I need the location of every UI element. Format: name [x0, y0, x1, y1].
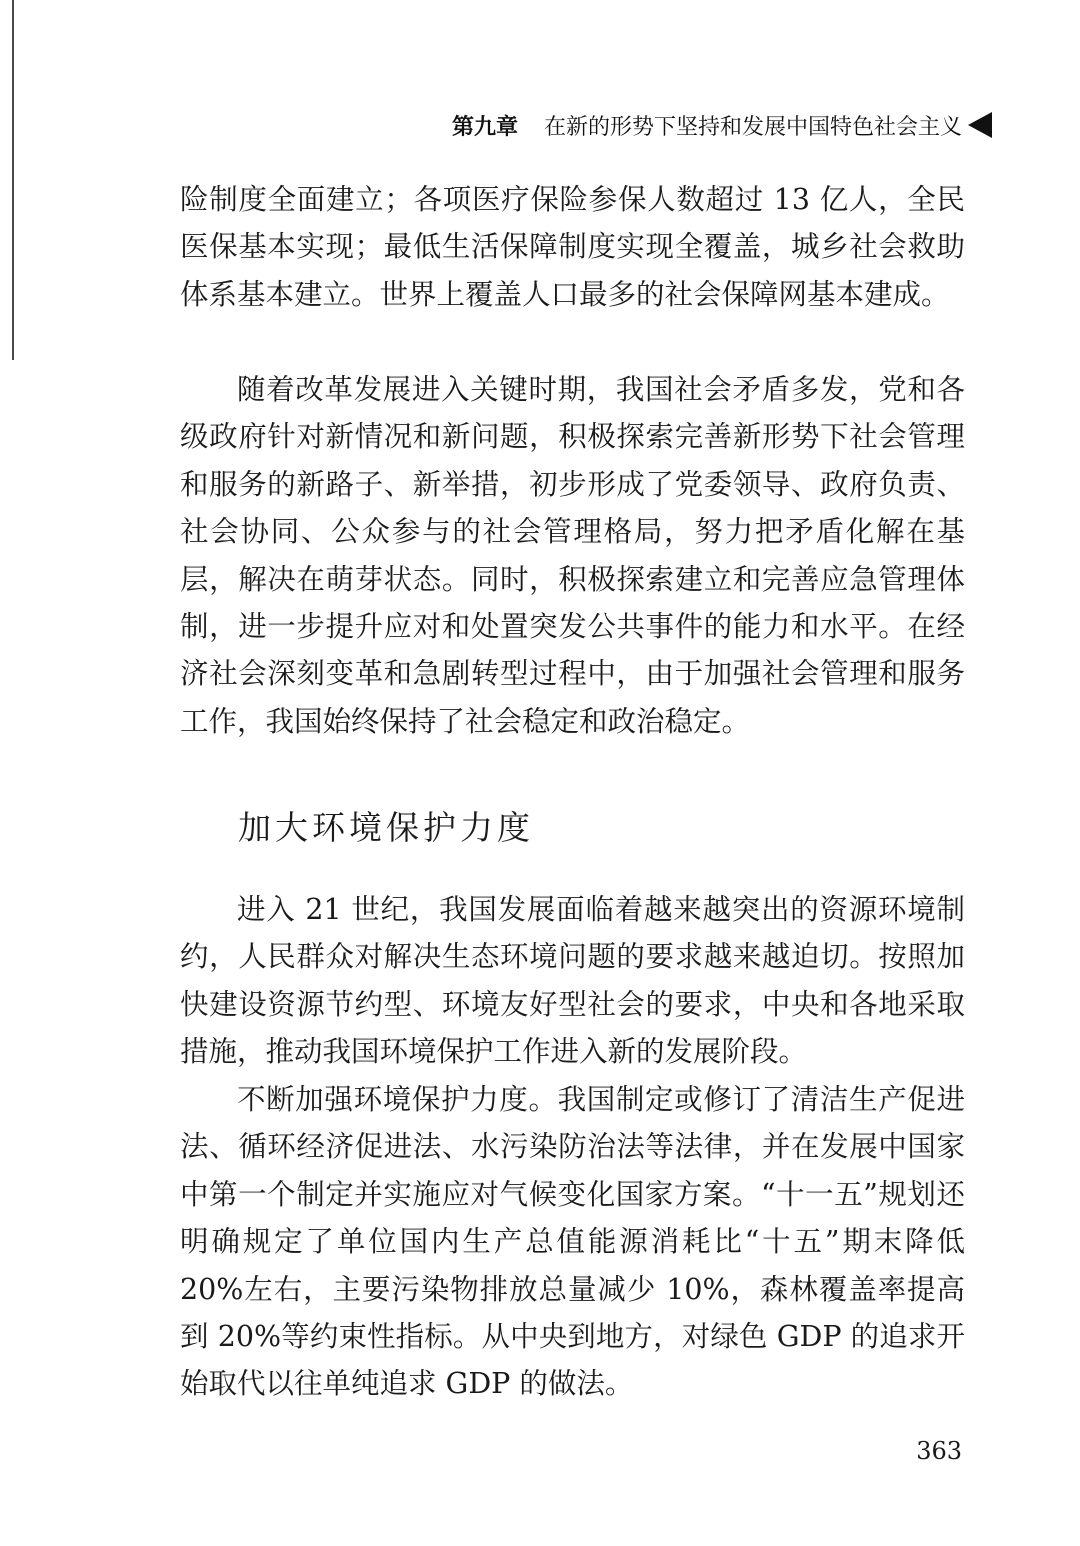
- section-heading: 加大环境保护力度: [238, 808, 534, 847]
- triangle-marker-icon: [968, 112, 992, 138]
- chapter-label: 第九章: [451, 114, 518, 140]
- chapter-title: 在新的形势下坚持和发展中国特色社会主义: [543, 114, 962, 140]
- paragraph-2: 随着改革发展进入关键时期，我国社会矛盾多发，党和各级政府针对新情况和新问题，积极探索完善新形势下社会管理和服务的新路子、新举措，初步形成了党委领导、政府负责、社会协同、公众参与的社会管理格局，努力把矛盾化解在基层，解决在萌芽状态。同时，积极探索建立和完善应急管理体制，进一步提升应对和处置突发公共事件的能力和水平。在经济社会深刻变革和急剧转型过程中，由于加强社会管理和服务工作，我国始终保持了社会稳定和政治稳定。: [180, 373, 965, 738]
- paragraph-3: 进入 21 世纪，我国发展面临着越来越突出的资源环境制约，人民群众对解决生态环境问题的要求越来越迫切。按照加快建设资源节约型、环境友好型社会的要求，中央和各地采取措施，推动我国环境保护工作进入新的发展阶段。: [180, 893, 965, 1069]
- page-number: 363: [916, 1437, 962, 1465]
- paragraph-4: 不断加强环境保护力度。我国制定或修订了清洁生产促进法、循环经济促进法、水污染防治法等法律，并在发展中国家中第一个制定并实施应对气候变化国家方案。“十一五”规划还明确规定了单位国内生产总值能源消耗比“十五”期末降低 20%左右，主要污染物排放总量减少 10%，森林覆盖率提高到 20%等约束性指标。从中央到地方，对绿色 GDP 的追求开始取代以往单纯追求 GDP 的做法。: [180, 1083, 965, 1401]
- page-margin-line: [12, 0, 14, 360]
- paragraph-1: 险制度全面建立；各项医疗保险参保人数超过 13 亿人，全民医保基本实现；最低生活保障制度实现全覆盖，城乡社会救助体系基本建立。世界上覆盖人口最多的社会保障网基本建成。: [180, 183, 965, 311]
- running-header: [180, 108, 992, 142]
